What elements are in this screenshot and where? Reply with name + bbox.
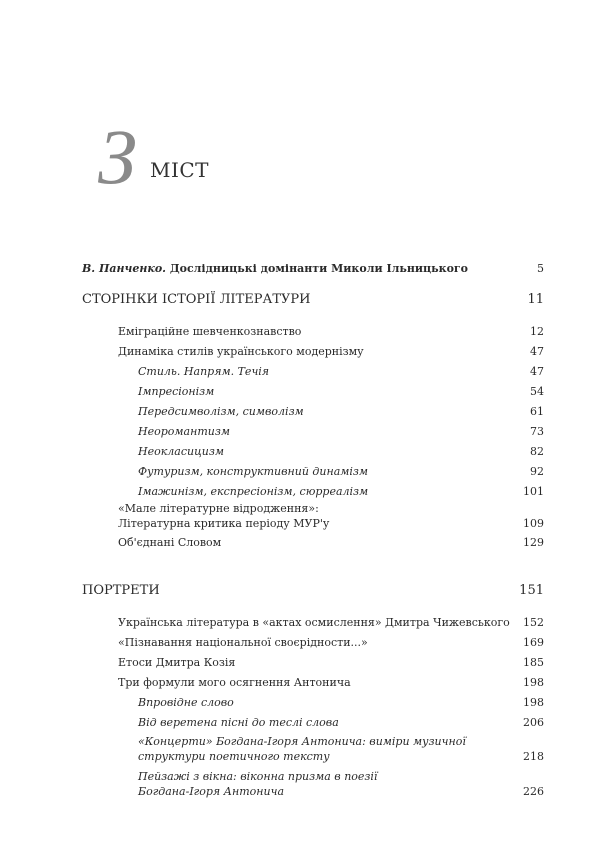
page-number: 218: [523, 750, 544, 763]
page-number: 82: [530, 445, 544, 458]
section-title: ПОРТРЕТИ: [82, 583, 160, 598]
entry-title: Імпресіонізм: [138, 385, 215, 398]
entry-title: Три формули мого осягнення Антонича: [118, 676, 351, 689]
entry-title-line2: Богдана-Ігоря Антонича: [138, 785, 285, 798]
page-number: 169: [523, 636, 544, 649]
page-number: 5: [537, 262, 544, 275]
intro-author: В. Панченко.: [82, 262, 166, 275]
entry-title: Українська література в «актах осмислення» Дмитра Чижевського: [118, 616, 510, 629]
entry-title-line1: «Мале літературне відродження»:: [118, 502, 319, 515]
entry-title: Етоси Дмитра Козія: [118, 656, 236, 669]
intro-title: Дослідницькі домінанти Миколи Ільницького: [166, 262, 468, 275]
page-number: 11: [527, 292, 544, 307]
page-number: 206: [523, 716, 544, 729]
entry-title-line2: структури поетичного тексту: [138, 750, 330, 763]
entry-title: Передсимволізм, символізм: [138, 405, 304, 418]
page-number: 12: [530, 325, 544, 338]
entry-title-line1: Пейзажі з вікна: віконна призма в поезії: [138, 770, 378, 783]
page-number: 54: [530, 385, 544, 398]
page-number: 61: [530, 405, 544, 418]
page-number: 198: [523, 696, 544, 709]
toc-subentry[interactable]: [82, 769, 544, 799]
page-number: 151: [519, 583, 544, 598]
heading-initial: З: [98, 113, 137, 200]
entry-title: Впровідне слово: [138, 696, 234, 709]
entry-title: Об'єднані Словом: [118, 536, 222, 549]
toc-entry[interactable]: [82, 501, 544, 531]
entry-title: Неокласицизм: [138, 445, 224, 458]
entry-title: Динаміка стилів українського модернізму: [118, 345, 364, 358]
entry-title: Від веретена пісні до теслі слова: [138, 716, 339, 729]
entry-title: Стиль. Напрям. Течія: [138, 365, 270, 378]
entry-title: «Пізнавання національної своєрідности...»: [118, 636, 368, 649]
page-number: 129: [523, 536, 544, 549]
page-number: 92: [530, 465, 544, 478]
page-number: 47: [530, 365, 544, 378]
page-number: 152: [523, 616, 544, 629]
page-number: 47: [530, 345, 544, 358]
section-title: СТОРІНКИ ІСТОРІЇ ЛІТЕРАТУРИ: [82, 292, 311, 307]
entry-title: Імажинізм, експресіонізм, сюрреалізм: [138, 485, 369, 498]
page-number: 198: [523, 676, 544, 689]
entry-title: Еміграційне шевченкознавство: [118, 325, 302, 338]
page-number: 101: [523, 485, 544, 498]
page-number: 226: [523, 785, 544, 798]
page-number: 109: [523, 517, 544, 530]
page-number: 73: [530, 425, 544, 438]
entry-title-line2: Літературна критика періоду МУР'у: [118, 517, 330, 530]
page-number: 185: [523, 656, 544, 669]
entry-title: Неоромантизм: [138, 425, 230, 438]
toc-subentry[interactable]: [82, 734, 544, 764]
entry-title: Футуризм, конструктивний динамізм: [138, 465, 369, 478]
heading-rest: МІСТ: [150, 158, 210, 182]
entry-title-line1: «Концерти» Богдана-Ігоря Антонича: виміри музичної: [138, 735, 466, 748]
